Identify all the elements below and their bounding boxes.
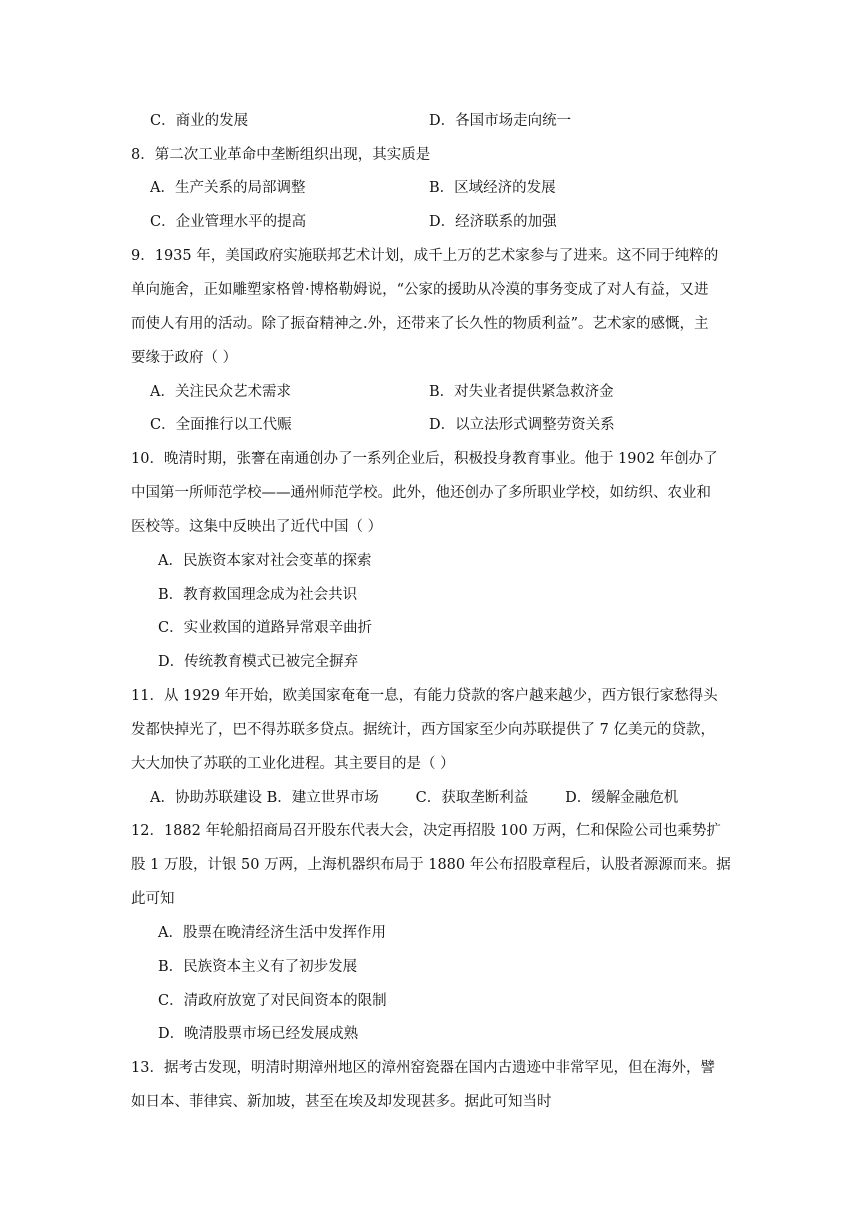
q10-stem-line: 10．晚清时期，张謇在南通创办了一系列企业后，积极投身教育事业。他于 1902 年创办了 [131,451,718,467]
q9-stem-line: 而使人有用的活动。除了振奋精神之.外，还带来了长久性的物质利益”。艺术家的感慨，主 [131,316,709,332]
q10-option-a: A．民族资本家对社会变革的探索 [158,553,372,569]
q12-option-b: B．民族资本主义有了初步发展 [158,959,358,975]
q12-stem-line: 此可知 [131,891,175,907]
q9-option-a: A．关注民众艺术需求 [150,384,291,400]
q7-option-d: D．各国市场走向统一 [429,113,572,129]
q9-stem-line: 要缘于政府（ ） [131,350,238,366]
q11-stem-line: 11．从 1929 年开始，欧美国家奄奄一息，有能力贷款的客户越来越少，西方银行家愁得头 [131,688,718,704]
q12-stem-line: 12．1882 年轮船招商局召开股东代表大会，决定再招股 100 万两，仁和保险公司也乘势扩 [131,823,721,839]
q10-stem-line: 中国第一所师范学校——通州师范学校。此外，他还创办了多所职业学校，如纺织、农业和 [131,485,711,501]
q9-option-c: C．全面推行以工代赈 [150,417,292,433]
q11-stem-line: 大大加快了苏联的工业化进程。其主要目的是（ ） [131,756,455,772]
q9-stem-line: 单向施舍，正如雕塑家格曾·博格勒姆说，“公家的援助从冷漠的事务变成了对人有益，又进 [131,282,709,298]
q8-option-d: D．经济联系的加强 [429,214,557,230]
q12-option-d: D．晚清股票市场已经发展成熟 [158,1026,359,1042]
q10-stem-line: 医校等。这集中反映出了近代中国（ ） [131,519,383,535]
q10-option-b: B．教育救国理念成为社会共识 [158,587,358,603]
q8-stem: 8．第二次工业革命中垄断组织出现，其实质是 [131,147,431,163]
q10-option-c: C．实业救国的道路异常艰辛曲折 [158,620,373,636]
q11-stem-line: 发都快掉光了，巴不得苏联多贷点。据统计，西方国家至少向苏联提供了 7 亿美元的贷款， [131,722,715,738]
q13-stem-line: 13．据考古发现，明清时期漳州地区的漳州窑瓷器在国内古遗迹中非常罕见，但在海外，譬 [131,1060,715,1076]
q9-stem-line: 9．1935 年，美国政府实施联邦艺术计划，成千上万的艺术家参与了进来。这不同于纯粹的 [131,248,719,264]
q11-options: A．协助苏联建设 B．建立世界市场 C．获取垄断利益 D．缓解金融危机 [150,790,679,806]
q12-stem-line: 股 1 万股，计银 50 万两，上海机器织布局于 1880 年公布招股章程后，认股者源源而来。据 [131,857,731,873]
q9-option-b: B．对失业者提供紧急救济金 [429,384,614,400]
q12-option-c: C．清政府放宽了对民间资本的限制 [158,993,387,1009]
q12-option-a: A．股票在晚清经济生活中发挥作用 [158,925,386,941]
q8-option-a: A．生产关系的局部调整 [150,180,306,196]
q9-option-d: D．以立法形式调整劳资关系 [429,417,615,433]
q13-stem-line: 如日本、菲律宾、新加坡，甚至在埃及却发现甚多。据此可知当时 [131,1094,552,1110]
q7-option-c: C．商业的发展 [150,113,249,129]
q8-option-c: C．企业管理水平的提高 [150,214,307,230]
q10-option-d: D．传统教育模式已被完全摒弃 [158,654,359,670]
q8-option-b: B．区域经济的发展 [429,180,556,196]
